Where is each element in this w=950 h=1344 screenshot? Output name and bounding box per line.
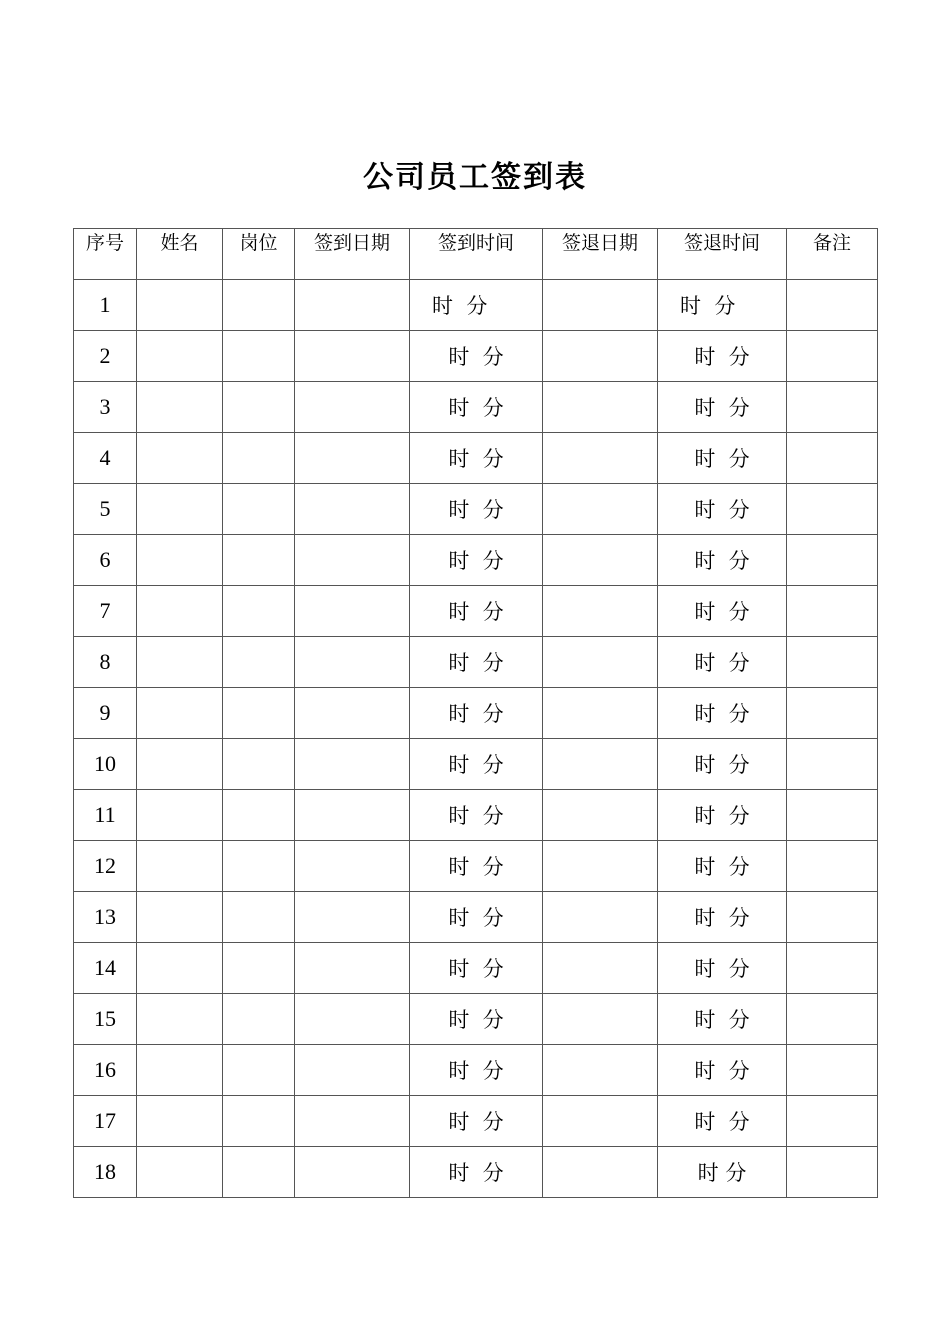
sign-in-date-cell[interactable] [295, 331, 410, 382]
name-cell[interactable] [137, 331, 223, 382]
sign-in-date-cell[interactable] [295, 433, 410, 484]
sign-out-date-cell[interactable] [543, 280, 658, 331]
row-number-cell: 1 [74, 280, 137, 331]
sign-out-time-cell[interactable]: 时 分 [658, 688, 787, 739]
name-cell[interactable] [137, 790, 223, 841]
remarks-cell[interactable] [787, 484, 878, 535]
header-sign-in-date: 签到日期 [295, 229, 410, 280]
sign-in-date-cell[interactable] [295, 1147, 410, 1198]
name-cell[interactable] [137, 892, 223, 943]
header-row [74, 229, 878, 280]
sign-in-time-cell[interactable]: 时 分 [410, 433, 543, 484]
remarks-cell[interactable] [787, 943, 878, 994]
table-row [74, 637, 878, 688]
table-row [74, 1045, 878, 1096]
position-cell[interactable] [223, 1045, 295, 1096]
sign-out-date-cell[interactable] [543, 586, 658, 637]
name-cell[interactable] [137, 280, 223, 331]
name-cell[interactable] [137, 994, 223, 1045]
remarks-cell[interactable] [787, 280, 878, 331]
row-number-cell: 18 [74, 1147, 137, 1198]
sign-out-date-cell[interactable] [543, 841, 658, 892]
remarks-cell[interactable] [787, 739, 878, 790]
table-row [74, 1147, 878, 1198]
sign-in-date-cell[interactable] [295, 280, 410, 331]
sign-in-time-cell[interactable]: 时 分 [410, 382, 543, 433]
table-row [74, 535, 878, 586]
table-row [74, 739, 878, 790]
table-row [74, 688, 878, 739]
name-cell[interactable] [137, 739, 223, 790]
position-cell[interactable] [223, 1147, 295, 1198]
table-row [74, 280, 878, 331]
sign-out-time-cell[interactable]: 时 分 [658, 637, 787, 688]
name-cell[interactable] [137, 688, 223, 739]
row-number-cell: 15 [74, 994, 137, 1045]
remarks-cell[interactable] [787, 382, 878, 433]
table-row [74, 382, 878, 433]
sign-in-date-cell[interactable] [295, 1045, 410, 1096]
sign-in-time-cell[interactable]: 时 分 [410, 331, 543, 382]
sign-in-time-cell[interactable]: 时 分 [410, 586, 543, 637]
header-sign-in-time: 签到时间 [410, 229, 543, 280]
sign-in-time-cell[interactable]: 时 分 [410, 994, 543, 1045]
table-row [74, 331, 878, 382]
header-name: 姓名 [137, 229, 223, 280]
sign-out-time-cell[interactable]: 时 分 [658, 586, 787, 637]
position-cell[interactable] [223, 739, 295, 790]
position-cell[interactable] [223, 637, 295, 688]
row-number-cell: 4 [74, 433, 137, 484]
remarks-cell[interactable] [787, 790, 878, 841]
sign-out-date-cell[interactable] [543, 790, 658, 841]
sign-out-time-cell[interactable]: 时 分 [658, 331, 787, 382]
position-cell[interactable] [223, 586, 295, 637]
position-cell[interactable] [223, 433, 295, 484]
remarks-cell[interactable] [787, 688, 878, 739]
table-row [74, 1096, 878, 1147]
sign-out-date-cell[interactable] [543, 688, 658, 739]
remarks-cell[interactable] [787, 331, 878, 382]
row-number-cell: 7 [74, 586, 137, 637]
sign-out-time-cell[interactable]: 时 分 [658, 433, 787, 484]
sign-in-time-cell[interactable]: 时 分 [410, 943, 543, 994]
sign-out-time-cell[interactable]: 时 分 [658, 382, 787, 433]
row-number-cell: 6 [74, 535, 137, 586]
sign-out-time-cell[interactable]: 时 分 [658, 280, 787, 331]
position-cell[interactable] [223, 280, 295, 331]
sign-in-date-cell[interactable] [295, 1096, 410, 1147]
header-sign-out-date: 签退日期 [543, 229, 658, 280]
sign-in-date-cell[interactable] [295, 535, 410, 586]
sign-in-date-cell[interactable] [295, 892, 410, 943]
sign-in-date-cell[interactable] [295, 382, 410, 433]
sign-in-time-cell[interactable]: 时 分 [410, 739, 543, 790]
name-cell[interactable] [137, 484, 223, 535]
sign-out-date-cell[interactable] [543, 1147, 658, 1198]
row-number-cell: 11 [74, 790, 137, 841]
sign-in-time-cell[interactable]: 时 分 [410, 841, 543, 892]
sign-in-time-cell[interactable]: 时 分 [410, 484, 543, 535]
sign-in-time-cell[interactable]: 时 分 [410, 637, 543, 688]
table-row [74, 994, 878, 1045]
sign-out-time-cell[interactable]: 时 分 [658, 535, 787, 586]
name-cell[interactable] [137, 535, 223, 586]
sign-out-time-cell[interactable]: 时 分 [658, 994, 787, 1045]
sign-in-date-cell[interactable] [295, 841, 410, 892]
row-number-cell: 2 [74, 331, 137, 382]
header-no: 序号 [74, 229, 137, 280]
page-title: 公司员工签到表 [363, 160, 587, 195]
table-row [74, 943, 878, 994]
sign-out-date-cell[interactable] [543, 484, 658, 535]
remarks-cell[interactable] [787, 586, 878, 637]
sign-out-date-cell[interactable] [543, 331, 658, 382]
sign-in-time-cell[interactable]: 时 分 [410, 1096, 543, 1147]
row-number-cell: 17 [74, 1096, 137, 1147]
name-cell[interactable] [137, 637, 223, 688]
position-cell[interactable] [223, 688, 295, 739]
row-number-cell: 8 [74, 637, 137, 688]
row-number-cell: 3 [74, 382, 137, 433]
position-cell[interactable] [223, 790, 295, 841]
sign-in-time-cell[interactable]: 时 分 [410, 535, 543, 586]
header-remarks: 备注 [787, 229, 878, 280]
row-number-cell: 13 [74, 892, 137, 943]
sign-in-time-cell[interactable]: 时 分 [410, 1147, 543, 1198]
sign-out-time-cell[interactable]: 时 分 [658, 943, 787, 994]
remarks-cell[interactable] [787, 433, 878, 484]
sign-in-date-cell[interactable] [295, 739, 410, 790]
remarks-cell[interactable] [787, 637, 878, 688]
position-cell[interactable] [223, 994, 295, 1045]
sign-in-date-cell[interactable] [295, 484, 410, 535]
sign-out-date-cell[interactable] [543, 433, 658, 484]
sign-out-date-cell[interactable] [543, 943, 658, 994]
name-cell[interactable] [137, 841, 223, 892]
sign-out-time-cell[interactable]: 时 分 [658, 1147, 787, 1198]
remarks-cell[interactable] [787, 994, 878, 1045]
row-number-cell: 10 [74, 739, 137, 790]
position-cell[interactable] [223, 331, 295, 382]
sign-out-date-cell[interactable] [543, 994, 658, 1045]
sign-out-date-cell[interactable] [543, 535, 658, 586]
name-cell[interactable] [137, 1096, 223, 1147]
sign-out-time-cell[interactable]: 时 分 [658, 790, 787, 841]
name-cell[interactable] [137, 586, 223, 637]
row-number-cell: 12 [74, 841, 137, 892]
table-row [74, 484, 878, 535]
sign-in-date-cell[interactable] [295, 790, 410, 841]
sign-in-date-cell[interactable] [295, 586, 410, 637]
sign-in-date-cell[interactable] [295, 688, 410, 739]
position-cell[interactable] [223, 484, 295, 535]
position-cell[interactable] [223, 892, 295, 943]
remarks-cell[interactable] [787, 1045, 878, 1096]
sign-in-table [73, 228, 878, 1198]
table-row [74, 841, 878, 892]
sign-in-time-cell[interactable]: 时 分 [410, 688, 543, 739]
row-number-cell: 9 [74, 688, 137, 739]
header-sign-out-time: 签退时间 [658, 229, 787, 280]
sign-in-date-cell[interactable] [295, 994, 410, 1045]
remarks-cell[interactable] [787, 535, 878, 586]
name-cell[interactable] [137, 382, 223, 433]
table-row [74, 790, 878, 841]
sign-in-date-cell[interactable] [295, 637, 410, 688]
name-cell[interactable] [137, 1147, 223, 1198]
name-cell[interactable] [137, 943, 223, 994]
sign-in-date-cell[interactable] [295, 943, 410, 994]
sign-out-date-cell[interactable] [543, 892, 658, 943]
sign-out-time-cell[interactable]: 时 分 [658, 1096, 787, 1147]
sign-out-date-cell[interactable] [543, 382, 658, 433]
table-row [74, 586, 878, 637]
remarks-cell[interactable] [787, 841, 878, 892]
sign-in-time-cell[interactable]: 时 分 [410, 790, 543, 841]
sign-in-time-cell[interactable]: 时 分 [410, 892, 543, 943]
name-cell[interactable] [137, 433, 223, 484]
row-number-cell: 16 [74, 1045, 137, 1096]
sign-out-time-cell[interactable]: 时 分 [658, 841, 787, 892]
row-number-cell: 14 [74, 943, 137, 994]
sign-out-time-cell[interactable]: 时 分 [658, 1045, 787, 1096]
position-cell[interactable] [223, 1096, 295, 1147]
table-row [74, 892, 878, 943]
table-row [74, 433, 878, 484]
position-cell[interactable] [223, 382, 295, 433]
sign-out-time-cell[interactable]: 时 分 [658, 892, 787, 943]
position-cell[interactable] [223, 841, 295, 892]
sign-out-date-cell[interactable] [543, 1096, 658, 1147]
remarks-cell[interactable] [787, 1147, 878, 1198]
header-position: 岗位 [223, 229, 295, 280]
remarks-cell[interactable] [787, 1096, 878, 1147]
sign-out-date-cell[interactable] [543, 739, 658, 790]
position-cell[interactable] [223, 943, 295, 994]
sign-out-time-cell[interactable]: 时 分 [658, 484, 787, 535]
sign-in-time-cell[interactable]: 时 分 [410, 1045, 543, 1096]
sign-in-time-cell[interactable]: 时 分 [410, 280, 543, 331]
position-cell[interactable] [223, 535, 295, 586]
sign-out-time-cell[interactable]: 时 分 [658, 739, 787, 790]
row-number-cell: 5 [74, 484, 137, 535]
name-cell[interactable] [137, 1045, 223, 1096]
sign-out-date-cell[interactable] [543, 1045, 658, 1096]
remarks-cell[interactable] [787, 892, 878, 943]
sign-out-date-cell[interactable] [543, 637, 658, 688]
